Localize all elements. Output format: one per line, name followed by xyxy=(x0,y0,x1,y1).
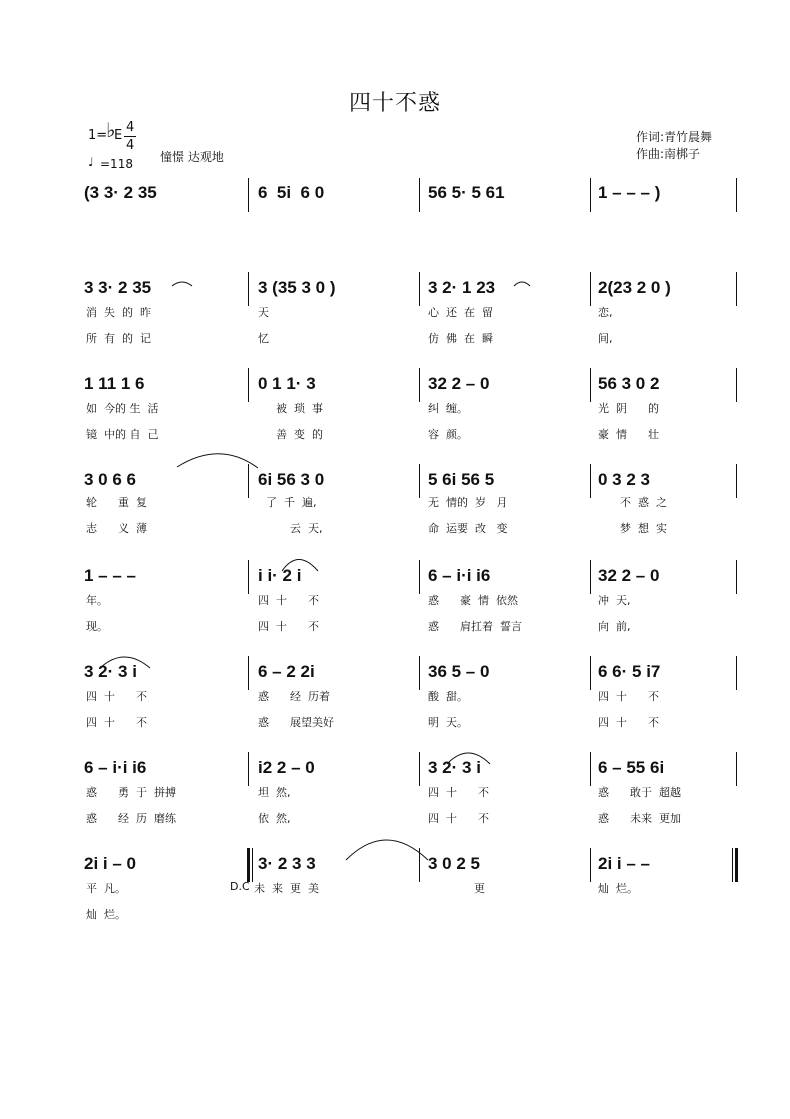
lyric-line-2: 忆 xyxy=(258,332,269,345)
mood-marking: 憧憬 达观地 xyxy=(160,150,224,164)
measure-notes: 32 2 – 0 xyxy=(598,566,660,585)
slur xyxy=(100,657,150,668)
lyric-line-2: 间, xyxy=(598,332,613,345)
measure-notes: 6 6· 5 i7 xyxy=(598,662,661,681)
measure-notes: 2(23 2 0 ) xyxy=(598,278,671,297)
lyric-line-2: 向 前, xyxy=(598,620,631,633)
lyric-line-2: 志 义 薄 xyxy=(86,522,147,535)
measure-notes: 6i 56 3 0 xyxy=(258,470,325,489)
measure-notes: i2 2 – 0 xyxy=(258,758,315,777)
lyric-line-2: 明 天。 xyxy=(428,716,468,729)
measure-notes: 1 11 1 6 xyxy=(84,374,145,393)
measure-notes: 3 2· 3 i xyxy=(428,758,481,777)
lyric-line-1: 未 来 更 美 xyxy=(254,882,319,895)
measure-notes: 0 1 1· 3 xyxy=(258,374,316,393)
measure-notes: (3 3· 2 35 xyxy=(84,183,157,202)
measure-notes: 3 3· 2 35 xyxy=(84,278,152,297)
measure-notes: 2i i – – xyxy=(598,854,650,873)
slur xyxy=(346,840,428,860)
lyric-line-2: 惑 经 历 磨练 xyxy=(86,812,176,825)
lyric-line-1: 平 凡。 xyxy=(86,882,126,895)
lyric-line-1: 天 xyxy=(258,306,269,319)
composer-credit: 作曲:南梆子 xyxy=(636,147,701,161)
lyric-line-1: 纠 缠。 xyxy=(428,402,468,415)
measure-notes: 1 – – – ) xyxy=(598,183,661,202)
lyric-line-2: 四 十 不 xyxy=(598,716,659,729)
measure-notes: 6 – i·i i6 xyxy=(428,566,491,585)
lyric-line-1: 如 今的 生 活 xyxy=(86,402,159,415)
measure-notes: 56 5· 5 61 xyxy=(428,183,505,202)
slur xyxy=(172,282,192,286)
lyric-line-2: 四 十 不 xyxy=(86,716,147,729)
lyric-line-2: 镜 中的 自 己 xyxy=(86,428,159,441)
measure-notes: 3· 2 3 3 xyxy=(258,854,316,873)
lyric-line-1: 酸 甜。 xyxy=(428,690,468,703)
key-label: 1= xyxy=(88,128,108,143)
lyric-line-1: 惑 敢于 超越 xyxy=(598,786,681,799)
lyric-line-2: 容 颜。 xyxy=(428,428,468,441)
measure-notes: 3 2· 3 i xyxy=(84,662,137,681)
time-bottom: 4 xyxy=(126,138,135,153)
lyric-line-1: 光 阴 的 xyxy=(598,402,659,415)
lyric-line-2: 惑 未来 更加 xyxy=(598,812,681,825)
lyric-line-1: 恋, xyxy=(598,306,613,319)
lyric-line-1: 四 十 不 xyxy=(598,690,659,703)
lyric-line-2: 仿 佛 在 瞬 xyxy=(428,332,493,345)
page-title: 四十不惑 xyxy=(348,91,441,116)
measure-notes: 6 5i 6 0 xyxy=(258,183,325,202)
lyric-line-1: 消 失 的 昨 xyxy=(86,306,151,319)
measure-notes: 6 – i·i i6 xyxy=(84,758,147,777)
tempo-value: =118 xyxy=(100,157,133,171)
dc-marking: D.C xyxy=(230,880,250,893)
measure-notes: 5 6i 56 5 xyxy=(428,470,495,489)
lyric-line-1: 四 十 不 xyxy=(258,594,319,607)
key-note: E xyxy=(114,128,123,143)
lyric-line-1: 坦 然, xyxy=(258,786,291,799)
lyric-line-2: 依 然, xyxy=(258,812,291,825)
lyric-line-2: 豪 情 壮 xyxy=(598,428,659,441)
lyric-line-1: 被 琐 事 xyxy=(276,402,323,415)
lyric-line-1: 惑 豪 情 依然 xyxy=(428,594,518,607)
lyric-line-2: 灿 烂。 xyxy=(86,908,126,921)
lyric-line-1: 惑 经 历着 xyxy=(258,690,330,703)
lyricist-credit: 作词:青竹晨舞 xyxy=(636,130,713,144)
lyric-line-1: 心 还 在 留 xyxy=(428,306,493,319)
measure-notes: i i· 2 i xyxy=(258,566,302,585)
time-top: 4 xyxy=(126,120,135,135)
lyric-line-2: 命 运要 改 变 xyxy=(428,522,508,535)
lyric-line-2: 惑 展望美好 xyxy=(258,716,334,729)
lyric-line-1: 四 十 不 xyxy=(86,690,147,703)
lyric-line-2: 惑 肩扛着 誓言 xyxy=(428,620,522,633)
measure-notes: 3 (35 3 0 ) xyxy=(258,278,336,297)
lyric-line-2: 所 有 的 记 xyxy=(86,332,151,345)
slur xyxy=(282,560,318,572)
measure-notes: 36 5 – 0 xyxy=(428,662,490,681)
slur xyxy=(177,454,258,468)
lyric-line-1: 灿 烂。 xyxy=(598,882,638,895)
lyric-line-2: 四 十 不 xyxy=(258,620,319,633)
measure-notes: 56 3 0 2 xyxy=(598,374,660,393)
lyric-line-2: 四 十 不 xyxy=(428,812,489,825)
slur xyxy=(514,282,530,286)
lyric-line-1: 四 十 不 xyxy=(428,786,489,799)
measure-notes: 2i i – 0 xyxy=(84,854,136,873)
lyric-line-1: 轮 重 复 xyxy=(86,496,147,509)
measure-notes: 3 2· 1 23 xyxy=(428,278,496,297)
lyric-line-1: 惑 勇 于 拼搏 xyxy=(86,786,176,799)
lyric-line-1: 冲 天, xyxy=(598,594,631,607)
lyric-line-1: 了 千 遍, xyxy=(266,496,317,509)
lyric-line-2: 梦 想 实 xyxy=(620,522,667,535)
lyric-line-1: 不 惑 之 xyxy=(620,496,667,509)
lyric-line-2: 现。 xyxy=(86,620,108,633)
measure-notes: 1 – – – xyxy=(84,566,136,585)
quarter-note-icon: ♩ xyxy=(88,155,94,169)
lyric-line-2: 云 天, xyxy=(290,522,323,535)
flat-symbol: ♭ xyxy=(106,118,116,142)
measure-notes: 6 – 2 2i xyxy=(258,662,315,681)
measure-notes: 32 2 – 0 xyxy=(428,374,490,393)
lyric-line-1: 无 情的 岁 月 xyxy=(428,496,508,509)
slur xyxy=(447,753,490,764)
measure-notes: 6 – 55 6i xyxy=(598,758,665,777)
lyric-line-1: 更 xyxy=(474,882,485,895)
measure-notes: 3 0 2 5 xyxy=(428,854,480,873)
measure-notes: 3 0 6 6 xyxy=(84,470,136,489)
measure-notes: 0 3 2 3 xyxy=(598,470,650,489)
lyric-line-2: 善 变 的 xyxy=(276,428,323,441)
lyric-line-1: 年。 xyxy=(86,594,108,607)
